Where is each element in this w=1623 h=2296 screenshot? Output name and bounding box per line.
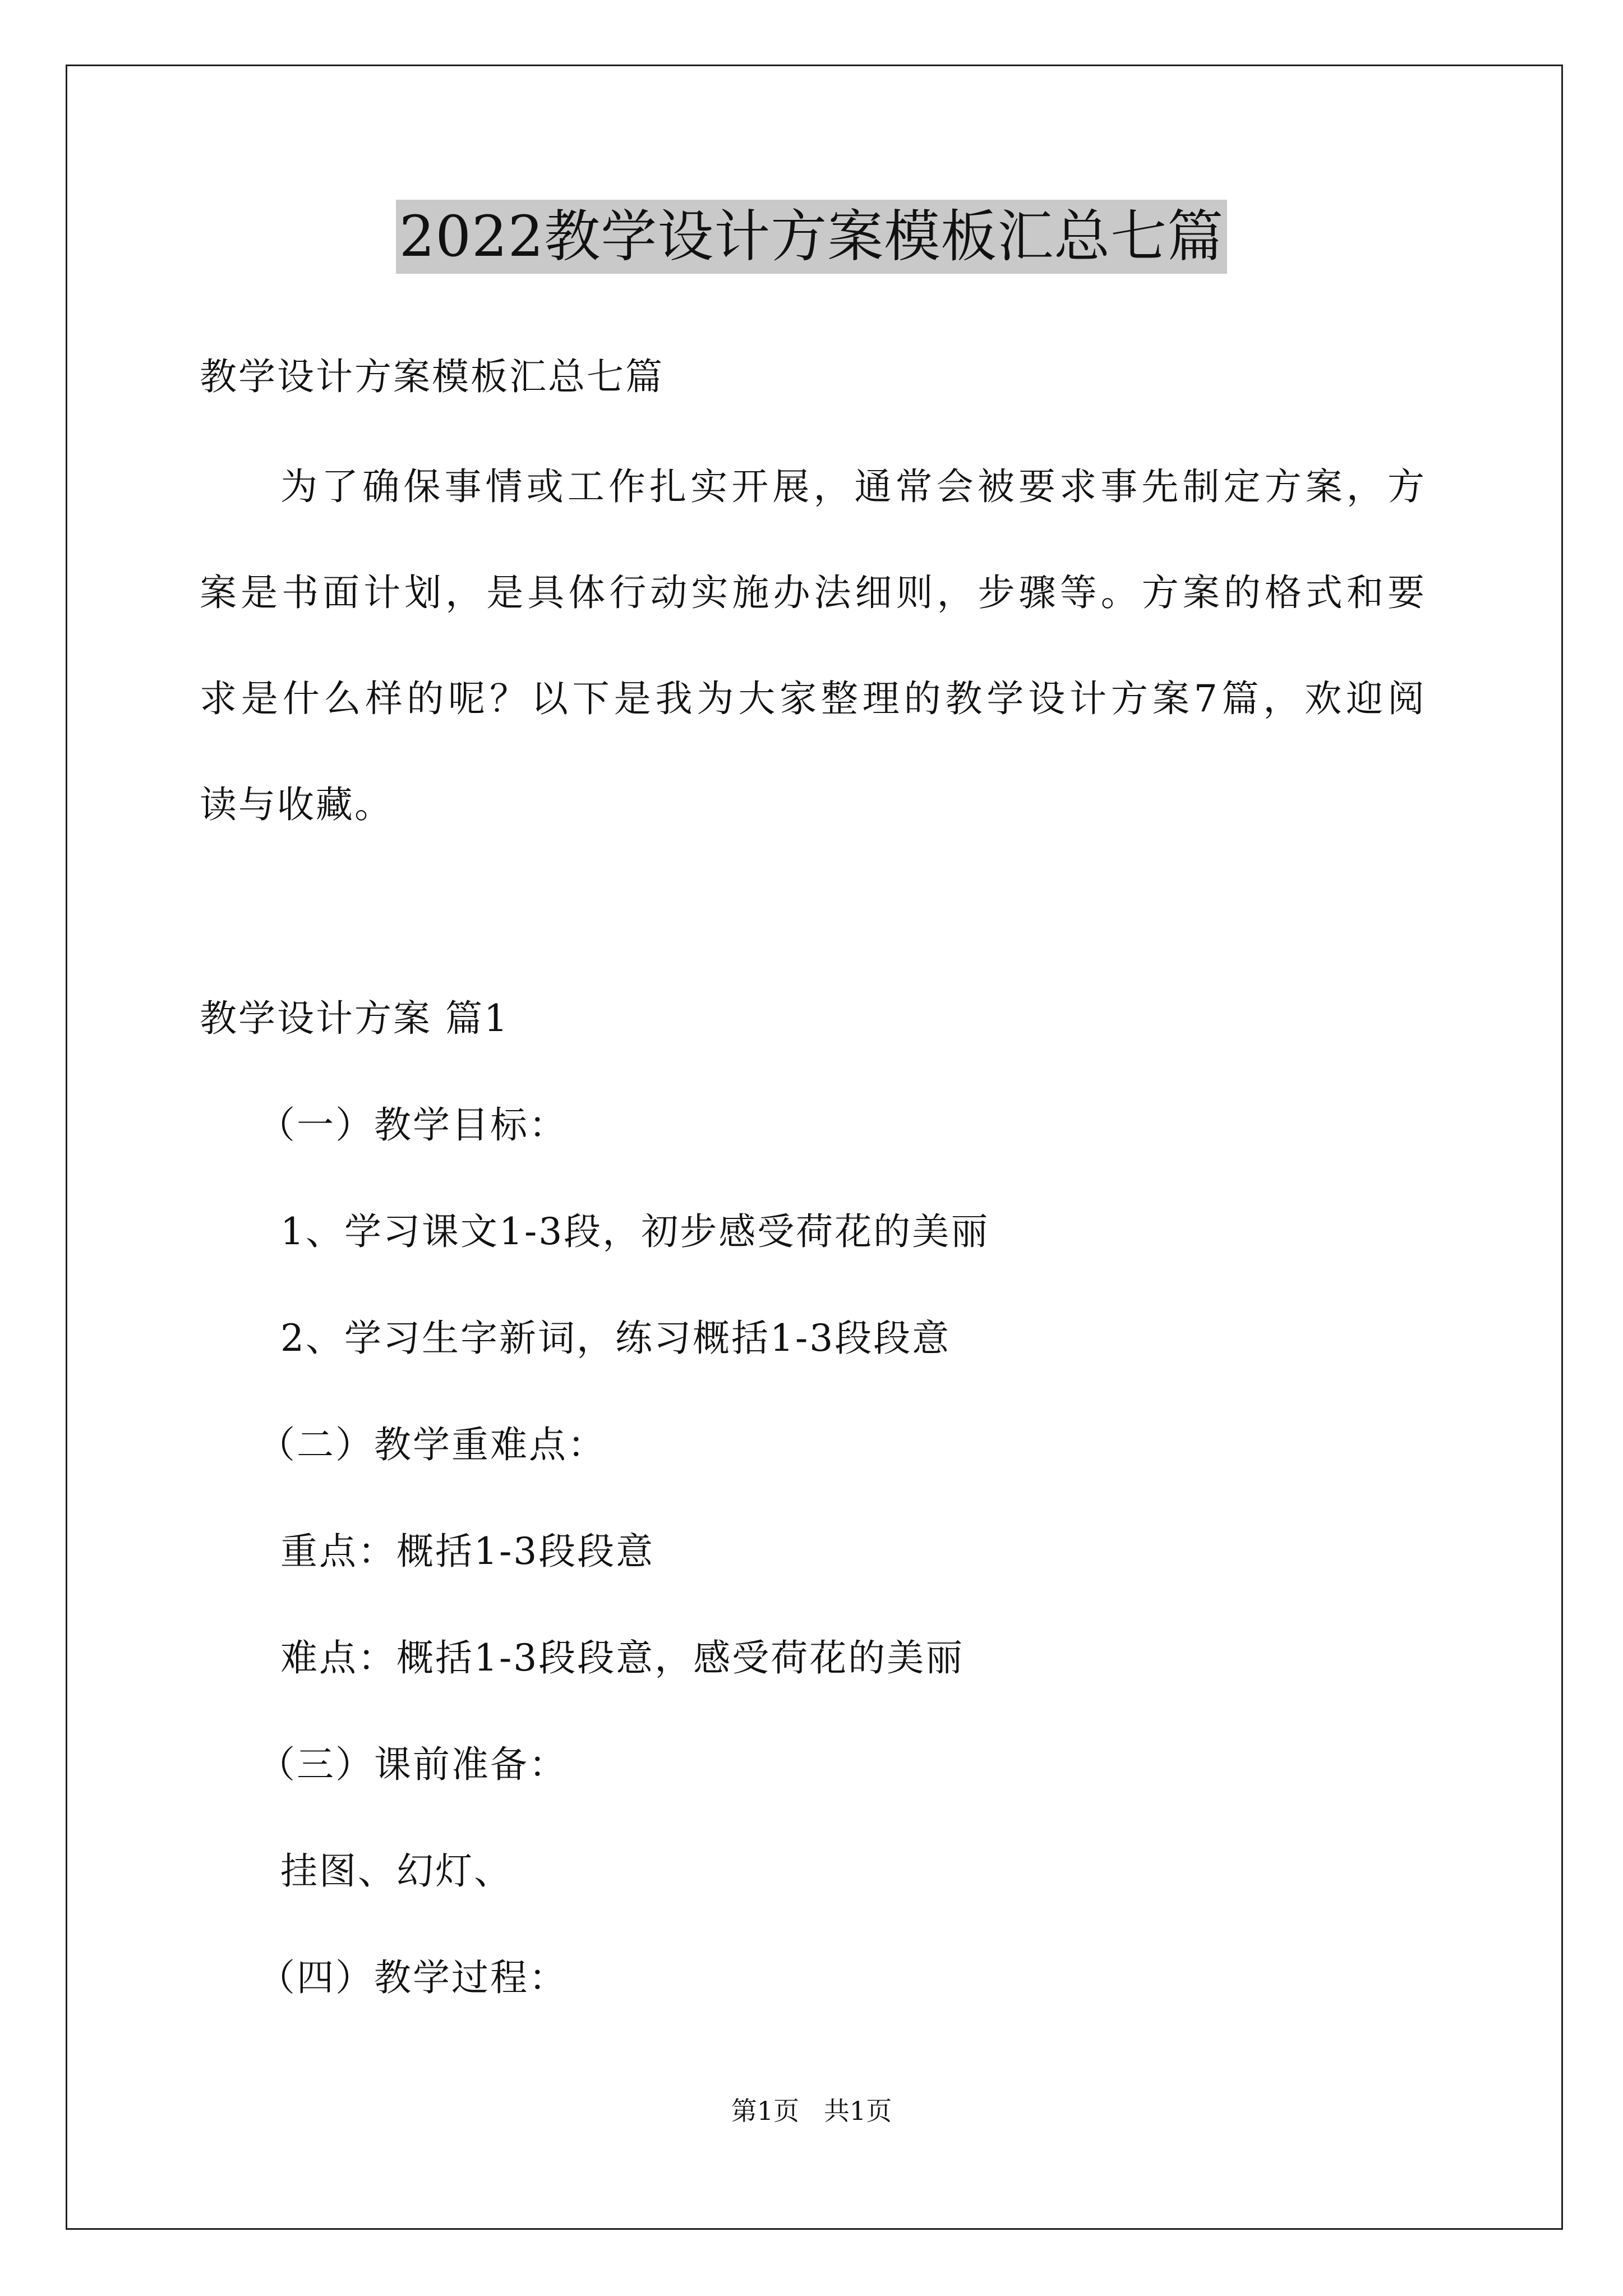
list-item: 2、学习生字新词，练习概括1-3段段意 — [280, 1317, 951, 1360]
list-item: （三）课前准备： — [258, 1743, 568, 1786]
page-footer: 第1页 共1页 — [731, 2096, 892, 2126]
intro-line-4: 读与收藏。 — [200, 783, 393, 826]
title-container — [0, 200, 1623, 274]
list-item: 挂图、幻灯、 — [280, 1849, 513, 1893]
intro-line-3: 求是什么样的呢？以下是我为大家整理的教学设计方案7篇，欢迎阅 — [200, 677, 1424, 720]
list-item: 1、学习课文1-3段，初步感受荷花的美丽 — [280, 1210, 990, 1253]
document-title: 2022教学设计方案模板汇总七篇 — [396, 200, 1228, 274]
list-item: 重点：概括1-3段段意 — [280, 1530, 655, 1573]
document-subtitle: 教学设计方案模板汇总七篇 — [200, 355, 664, 398]
intro-line-1: 为了确保事情或工作扎实开展，通常会被要求事先制定方案，方 — [280, 465, 1424, 508]
list-item: （二）教学重难点： — [258, 1423, 606, 1466]
list-item: （一）教学目标： — [258, 1103, 568, 1147]
list-item: （四）教学过程： — [258, 1956, 568, 1999]
intro-line-2: 案是书面计划，是具体行动实施办法细则，步骤等。方案的格式和要 — [200, 571, 1424, 614]
list-item: 难点：概括1-3段段意，感受荷花的美丽 — [280, 1636, 965, 1680]
section-heading: 教学设计方案 篇1 — [200, 997, 509, 1040]
